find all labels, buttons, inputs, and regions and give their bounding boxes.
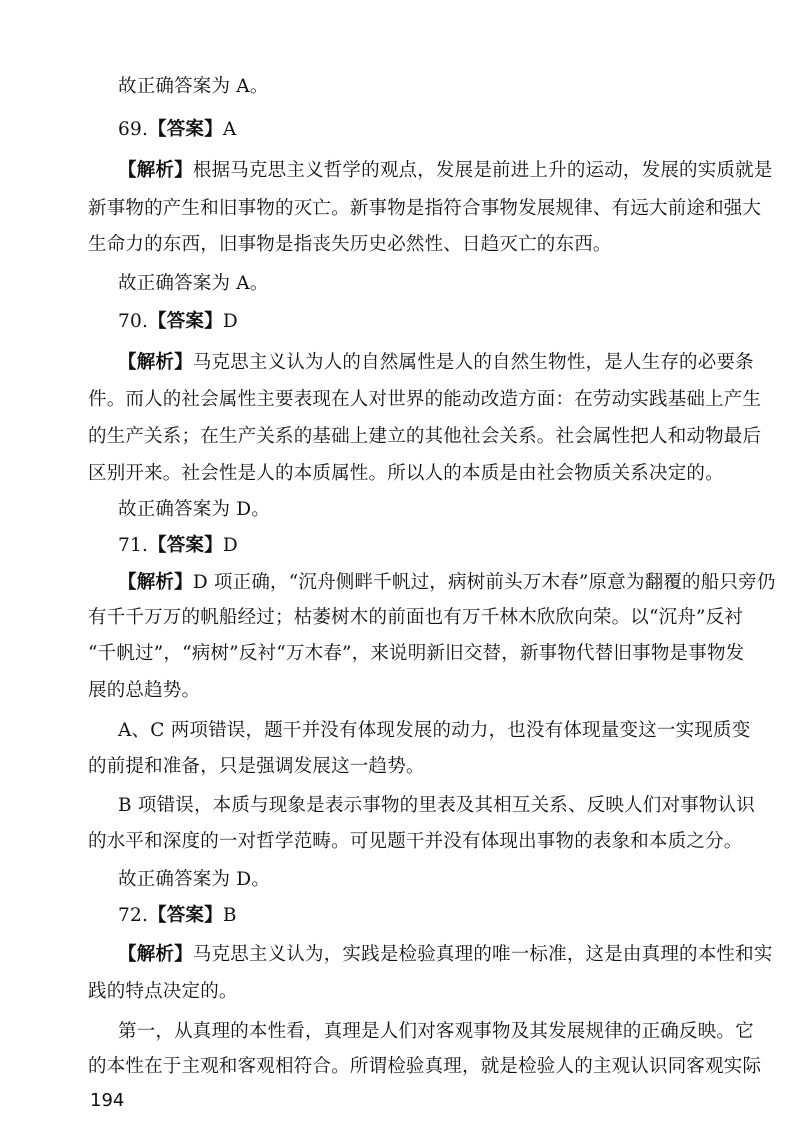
analysis-line: 践的特点决定的。: [88, 981, 238, 1002]
body-line: 第一，从真理的本性看，真理是人们对客观事物及其发展规律的正确反映。它: [118, 1021, 754, 1042]
analysis-line: 区别开来。社会性是人的本质属性。所以人的本质是由社会物质关系决定的。: [88, 463, 724, 484]
analysis-line: 展的总趋势。: [88, 680, 201, 701]
analysis-line: 【解析】马克思主义认为人的自然属性是人的自然生物性，是人生存的必要条: [118, 352, 754, 373]
analysis-line: 【解析】D 项正确，“沉舟侧畔千帆过，病树前头万木春”原意为翻覆的船只旁仍: [118, 572, 776, 593]
analysis-line: “千帆过”，“病树”反衬“万木春”，来说明新旧交替，新事物代替旧事物是事物发: [88, 643, 745, 664]
analysis-line: 件。而人的社会属性主要表现在人对世界的能动改造方面：在劳动实践基础上产生: [88, 389, 762, 410]
answer-line-72: 72.【答案】B: [118, 905, 237, 926]
option-analysis-line: B 项错误，本质与现象是表示事物的里表及其相互关系、反映人们对事物认识: [118, 795, 755, 816]
answer-line-69: 69.【答案】A: [118, 119, 237, 140]
analysis-line: 的生产关系；在生产关系的基础上建立的其他社会关系。社会属性把人和动物最后: [88, 426, 762, 447]
analysis-line: 生命力的东西，旧事物是指丧失历史必然性、日趋灭亡的东西。: [88, 234, 612, 255]
body-line: 的本性在于主观和客观相符合。所谓检验真理，就是检验人的主观认识同客观实际: [88, 1056, 762, 1077]
conclusion-line: 故正确答案为 D。: [118, 869, 271, 890]
option-analysis-line: 的前提和准备，只是强调发展这一趋势。: [88, 756, 425, 777]
analysis-line: 【解析】根据马克思主义哲学的观点，发展是前进上升的运动，发展的实质就是: [118, 160, 773, 181]
conclusion-line: 故正确答案为 A。: [118, 76, 269, 97]
analysis-line: 新事物的产生和旧事物的灭亡。新事物是指符合事物发展规律、有远大前途和强大: [88, 198, 762, 219]
conclusion-line: 故正确答案为 A。: [118, 273, 269, 294]
analysis-line: 【解析】马克思主义认为，实践是检验真理的唯一标准，这是由真理的本性和实: [118, 944, 773, 965]
option-analysis-line: 的水平和深度的一对哲学范畴。可见题干并没有体现出事物的表象和本质之分。: [88, 831, 743, 852]
page-number: 194: [90, 1090, 125, 1111]
analysis-line: 有千千万万的帆船经过；枯萎树木的前面也有万千林木欣欣向荣。以“沉舟”反衬: [88, 607, 744, 628]
answer-line-70: 70.【答案】D: [118, 311, 238, 332]
answer-line-71: 71.【答案】D: [118, 535, 238, 556]
conclusion-line: 故正确答案为 D。: [118, 499, 271, 520]
option-analysis-line: A、C 两项错误，题干并没有体现发展的动力，也没有体现量变这一实现质变: [118, 720, 751, 741]
